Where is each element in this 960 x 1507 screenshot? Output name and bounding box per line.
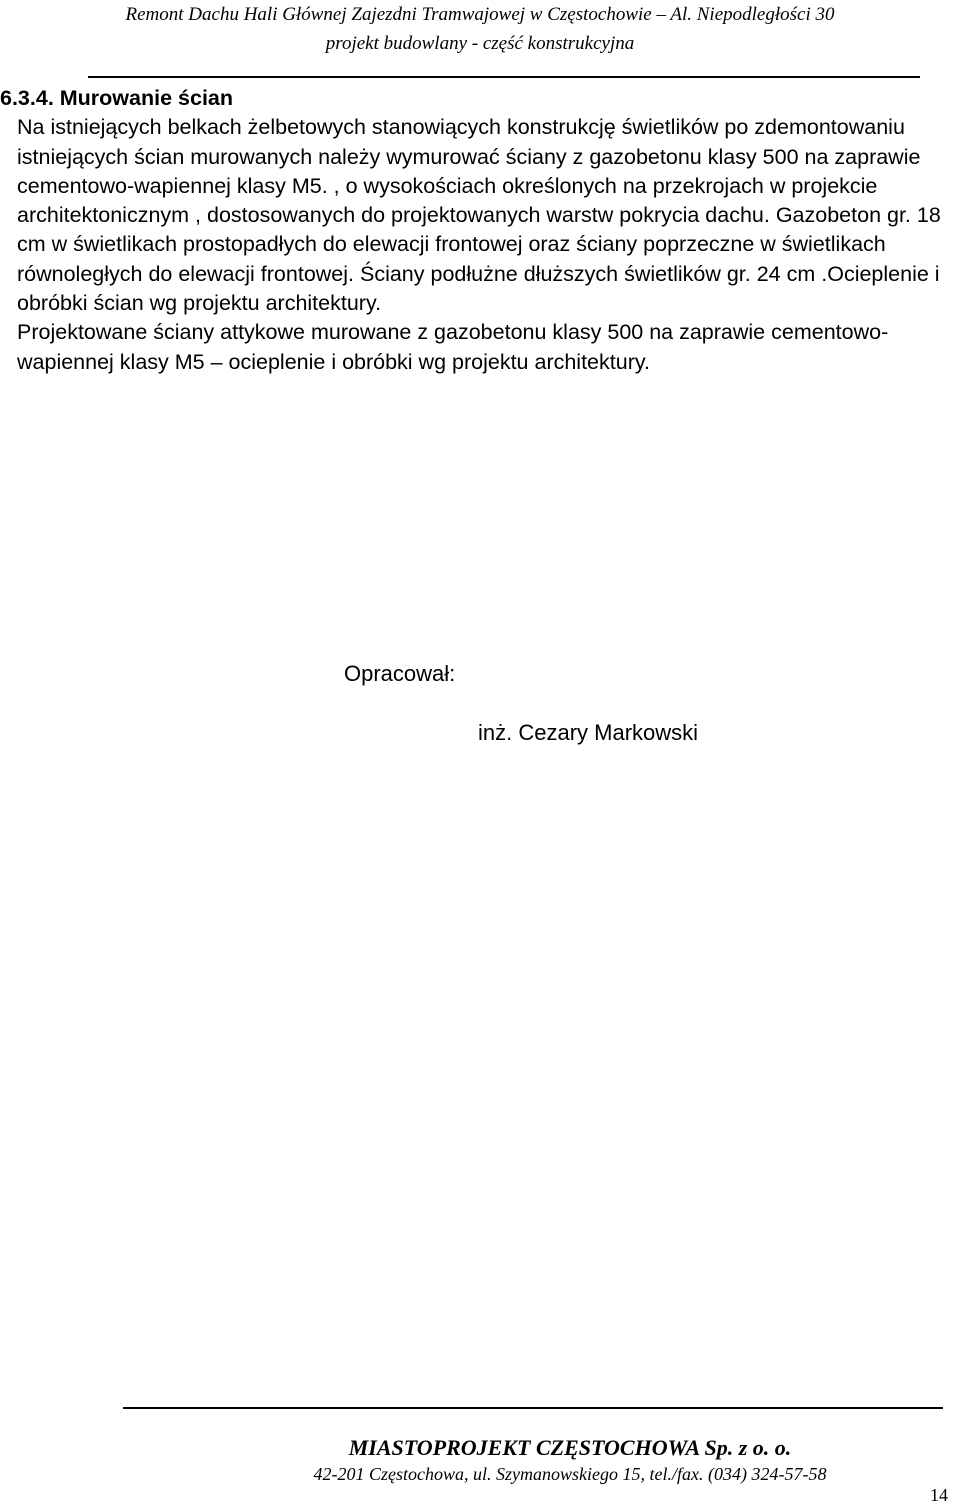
footer-address: 42-201 Częstochowa, ul. Szymanowskiego 15, tel./fax. (034) 324-57-58: [313, 1464, 827, 1484]
header-project-title: Remont Dachu Hali Głównej Zajezdni Tramwajowej w Częstochowie – Al. Niepodległości 30: [125, 4, 835, 25]
section-heading: 6.3.4. Murowanie ścian: [0, 86, 234, 110]
section-wall-masonry: [0, 84, 947, 377]
section-paragraph-2: Projektowane ściany attykowe murowane z gazobetonu klasy 500 na zaprawie cementowo-wapiennej klasy M5 – ocieplenie i obróbki wg projektu architektury.: [17, 320, 889, 374]
section-body: [17, 113, 947, 377]
footer-company-name: MIASTOPROJEKT CZĘSTOCHOWA Sp. z o. o.: [348, 1435, 792, 1460]
section-paragraph-1: Na istniejących belkach żelbetowych stanowiących konstrukcję świetlików po zdemontowaniu istniejących ścian murowanych należy wymurować ściany z gazobetonu klasy 500 na zaprawie cementowo-wapiennej klasy M5. , o wysokościach określonych na przekrojach w projekcie architektonicznym , dostosowanych do projektowanych warstw pokrycia dachu. Gazobeton gr. 18 cm w świetlikach prostopadłych do elewacji frontowej oraz ściany poprzeczne w świetlikach równoległych do elewacji frontowej. Ściany podłużne dłuższych świetlików gr. 24 cm .Ocieplenie i obróbki ścian wg projektu architektury.: [17, 115, 941, 316]
header-project-subtitle: projekt budowlany - część konstrukcyjna: [325, 33, 635, 54]
page-header: [0, 0, 960, 58]
page-number: 14: [930, 1485, 948, 1505]
signature-name: inż. Cezary Markowski: [478, 720, 699, 745]
header-divider: [88, 76, 920, 78]
footer-divider: [123, 1407, 943, 1409]
signature-label: Opracował:: [344, 661, 456, 686]
